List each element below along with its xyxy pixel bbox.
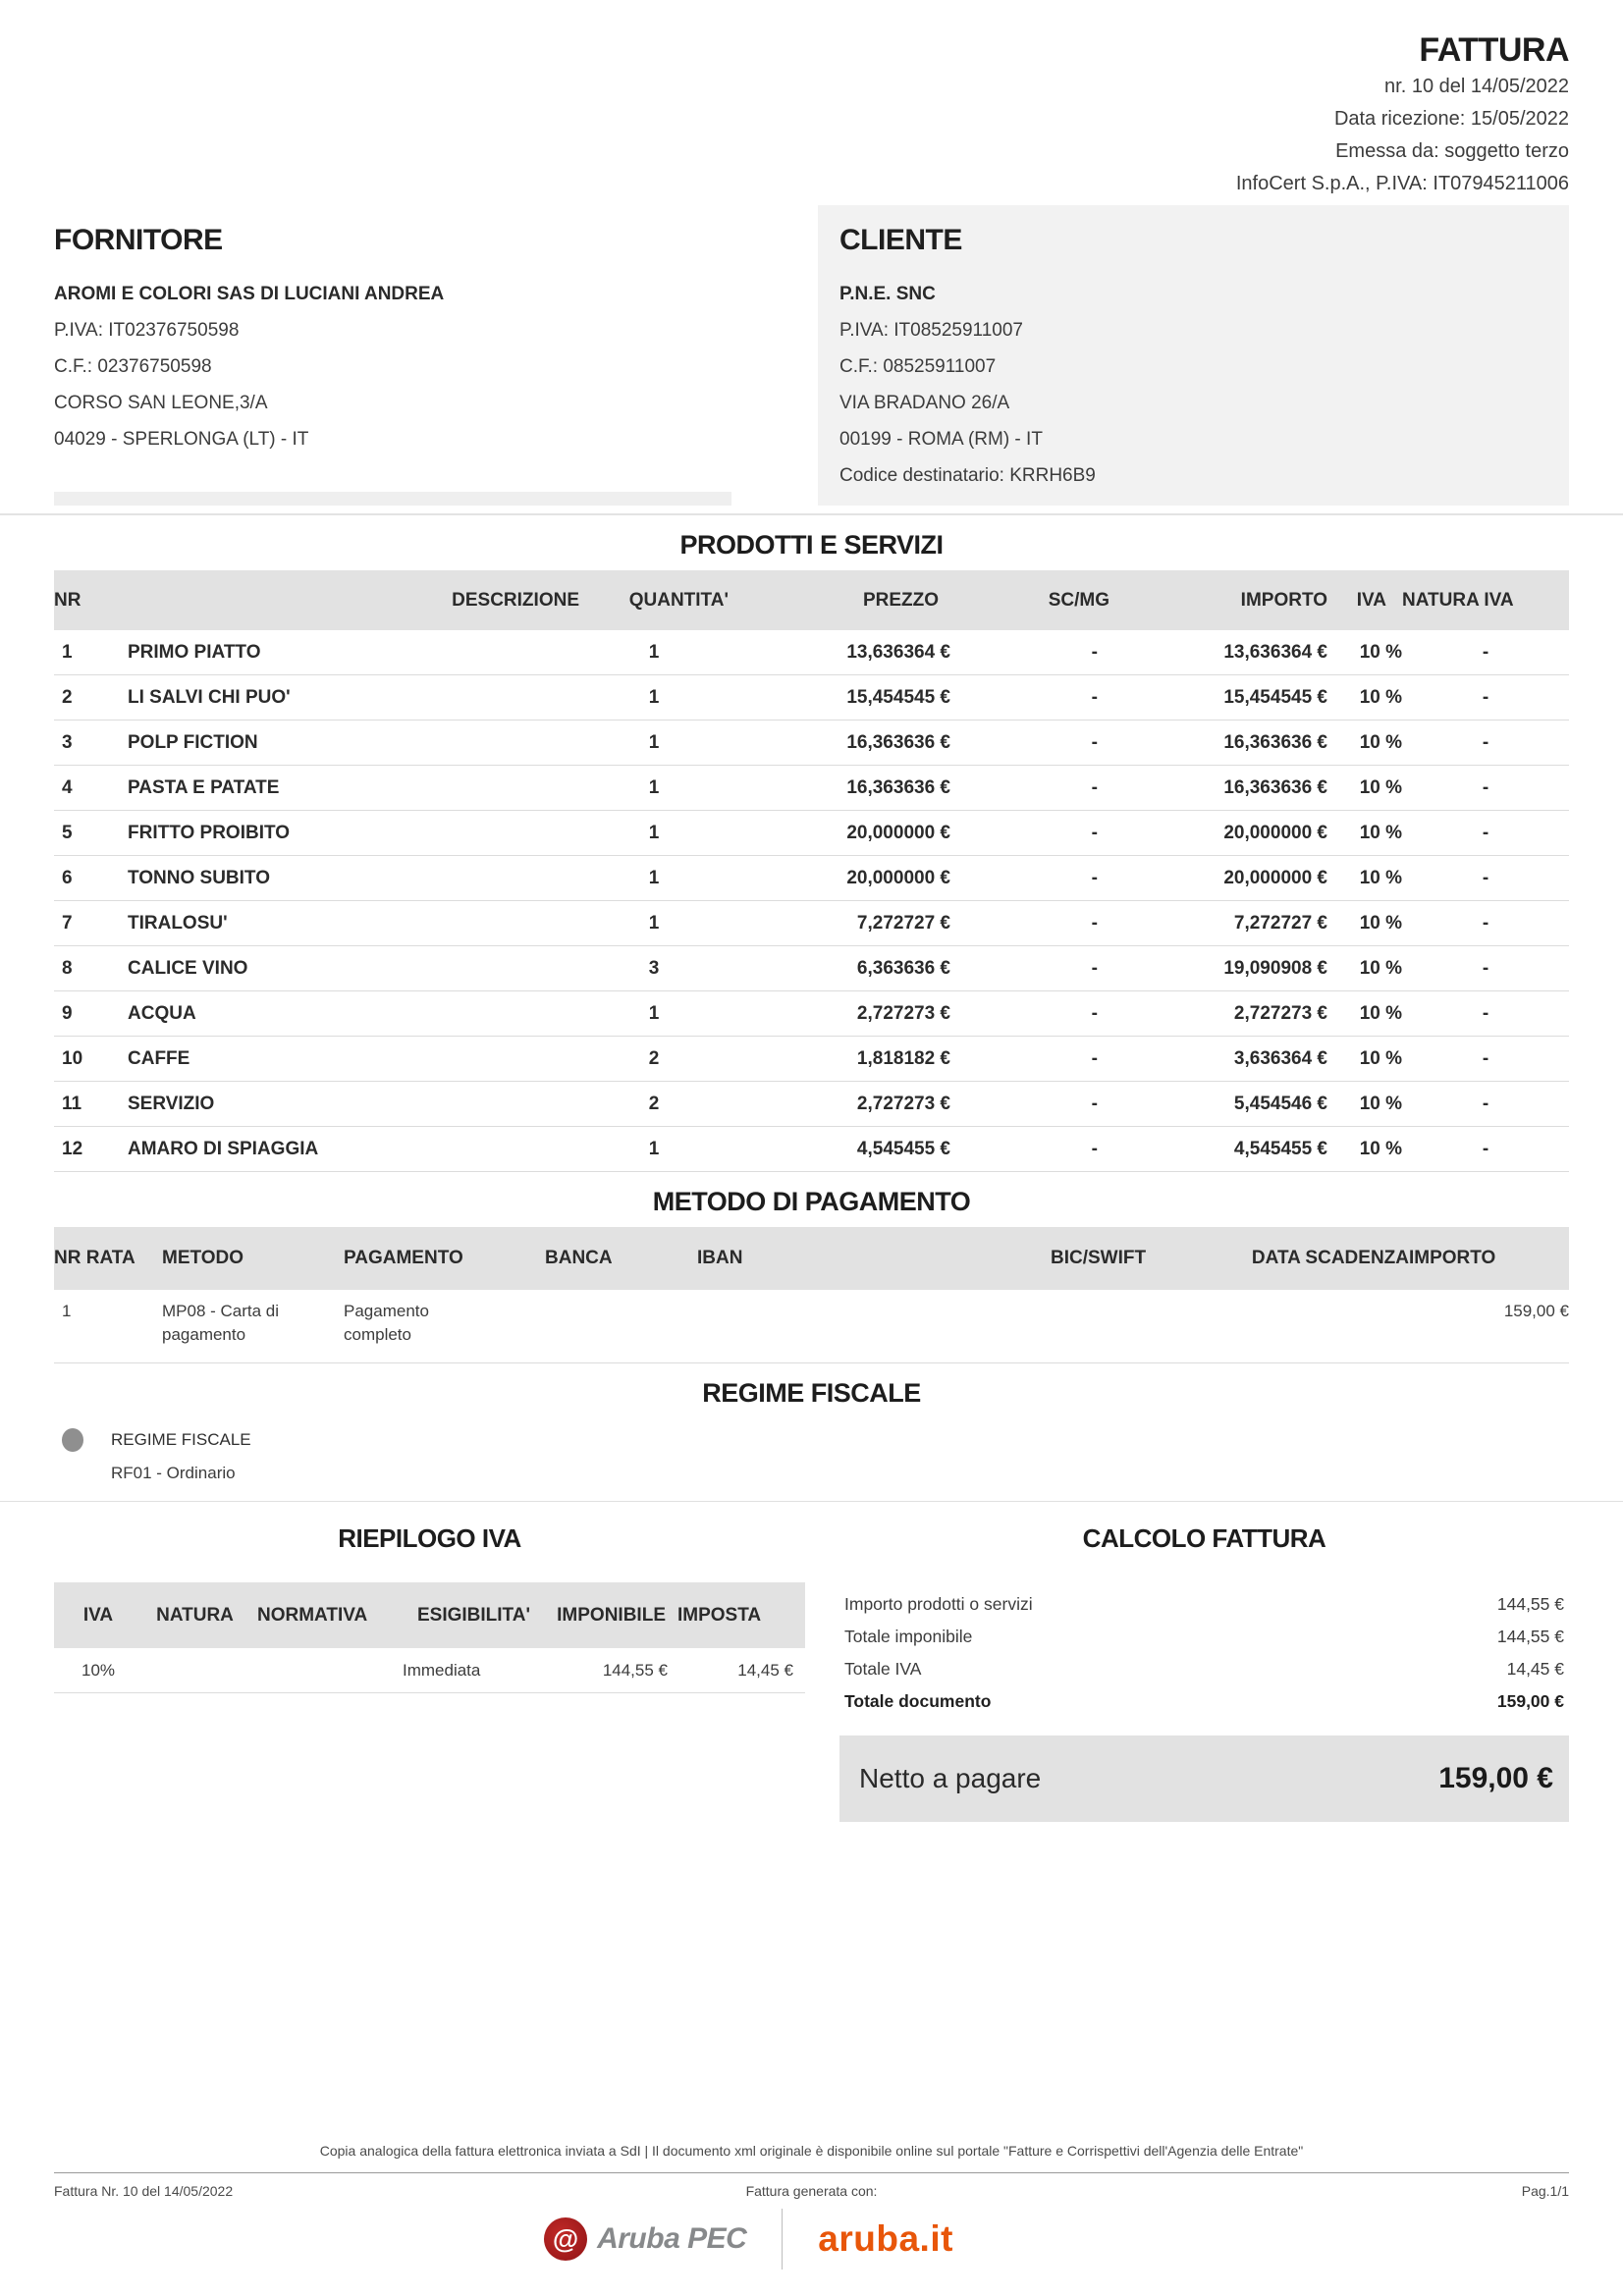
product-vat: 10 % (1359, 822, 1402, 843)
cliente-detail-line: VIA BRADANO 26/A (839, 393, 1010, 413)
product-discount: - (1091, 1138, 1098, 1159)
calcolo-label: Totale documento (844, 1691, 992, 1711)
product-nr: 2 (62, 686, 73, 708)
parties-section (54, 205, 1569, 506)
product-vat: 10 % (1359, 731, 1402, 753)
product-price: 7,272727 € (856, 912, 950, 934)
cliente-name: P.N.E. SNC (839, 284, 936, 304)
product-vat-nature: - (1482, 1093, 1489, 1114)
riepilogo-table-body (54, 1648, 805, 1693)
product-description: LI SALVI CHI PUO' (128, 686, 291, 708)
products-header-cell: SC/MG (1048, 589, 1109, 611)
products-header-cell: NATURA IVA (1402, 589, 1514, 611)
fornitore-detail-line: 04029 - SPERLONGA (LT) - IT (54, 429, 309, 450)
riepilogo-esigibilita: Immediata (403, 1660, 481, 1680)
product-row (54, 1127, 1569, 1172)
regime-divider (0, 1501, 1623, 1502)
riepilogo-imponibile: 144,55 € (602, 1660, 668, 1680)
calcolo-value: 14,45 € (1506, 1659, 1564, 1679)
payment-header-cell: IMPORTO (1409, 1248, 1496, 1268)
aruba-it-logo-text: aruba.it (818, 2218, 953, 2259)
product-vat-nature: - (1482, 686, 1489, 708)
products-header-cell: PREZZO (862, 589, 939, 611)
footer-row (54, 2183, 1569, 2199)
riepilogo-header-cell: ESIGIBILITA' (416, 1604, 530, 1626)
product-discount: - (1091, 1093, 1098, 1114)
product-amount: 3,636364 € (1233, 1047, 1327, 1069)
product-row (54, 856, 1569, 901)
riepilogo-row (54, 1648, 805, 1693)
page-footer (0, 2143, 1623, 2296)
product-description: CALICE VINO (128, 957, 248, 979)
document-header (0, 0, 1623, 200)
calcolo-row (839, 1685, 1569, 1718)
product-quantity: 1 (648, 822, 660, 843)
product-vat: 10 % (1359, 1047, 1402, 1069)
product-nr: 8 (62, 957, 73, 979)
payment-header-cell: BIC/SWIFT (1051, 1248, 1147, 1268)
product-description: CAFFE (128, 1047, 190, 1069)
products-header-cell: NR (54, 589, 81, 611)
product-vat-nature: - (1482, 776, 1489, 798)
products-header-cell: DESCRIZIONE (452, 589, 579, 611)
product-vat: 10 % (1359, 957, 1402, 979)
payment-header-cell: IBAN (697, 1248, 743, 1268)
payment-header-cell: BANCA (545, 1248, 613, 1268)
footer-page-number: Pag.1/1 (1521, 2183, 1569, 2199)
calcolo-label: Importo prodotti o servizi (844, 1594, 1033, 1614)
product-description: POLP FICTION (128, 731, 258, 753)
products-header-cell: IVA (1356, 589, 1386, 611)
document-meta-line: InfoCert S.p.A., P.IVA: IT07945211006 (1235, 173, 1569, 194)
regime-bullet-icon (62, 1428, 83, 1452)
aruba-pec-logo-text: Aruba PEC (597, 2222, 747, 2255)
fornitore-bottom-strip (54, 492, 731, 506)
product-quantity: 1 (648, 867, 660, 888)
products-table-body (54, 630, 1569, 1172)
product-amount: 2,727273 € (1233, 1002, 1327, 1024)
payment-header-cell: NR RATA (54, 1248, 135, 1268)
product-price: 1,818182 € (856, 1047, 950, 1069)
product-price: 4,545455 € (856, 1138, 950, 1159)
riepilogo-imposta: 14,45 € (737, 1660, 793, 1680)
product-quantity: 1 (648, 641, 660, 663)
product-amount: 13,636364 € (1223, 641, 1327, 663)
product-discount: - (1091, 957, 1098, 979)
calcolo-value: 144,55 € (1496, 1627, 1564, 1646)
regime-title: REGIME FISCALE (702, 1378, 921, 1408)
product-nr: 12 (62, 1138, 83, 1159)
netto-a-pagare-box (839, 1735, 1569, 1822)
product-description: TIRALOSU' (128, 912, 228, 934)
product-discount: - (1091, 641, 1098, 663)
product-quantity: 1 (648, 1138, 660, 1159)
payment-amount: 159,00 € (1503, 1302, 1569, 1320)
fornitore-detail-line: P.IVA: IT02376750598 (54, 320, 240, 341)
product-vat: 10 % (1359, 641, 1402, 663)
calcolo-title: CALCOLO FATTURA (1082, 1523, 1326, 1553)
fornitore-section (54, 205, 731, 506)
payment-iban (697, 1300, 1051, 1347)
footer-logos (0, 2209, 1560, 2269)
fornitore-detail-line: CORSO SAN LEONE,3/A (54, 393, 268, 413)
product-description: TONNO SUBITO (128, 867, 270, 888)
product-vat: 10 % (1359, 1093, 1402, 1114)
riepilogo-header-cell: NORMATIVA (257, 1604, 368, 1626)
payment-header-cell: PAGAMENTO (344, 1248, 463, 1268)
riepilogo-iva-section (54, 1518, 805, 1693)
document-meta-line: Emessa da: soggetto terzo (1335, 140, 1569, 162)
product-description: ACQUA (128, 1002, 196, 1024)
product-discount: - (1091, 912, 1098, 934)
product-amount: 20,000000 € (1223, 867, 1327, 888)
product-nr: 3 (62, 731, 73, 753)
product-amount: 16,363636 € (1223, 731, 1327, 753)
fornitore-name: AROMI E COLORI SAS DI LUCIANI ANDREA (54, 284, 445, 304)
product-row (54, 1037, 1569, 1082)
product-price: 2,727273 € (856, 1093, 950, 1114)
product-quantity: 2 (648, 1047, 660, 1069)
cliente-detail-line: C.F.: 08525911007 (839, 356, 997, 377)
product-vat: 10 % (1359, 912, 1402, 934)
cliente-details (839, 312, 1549, 494)
product-vat: 10 % (1359, 776, 1402, 798)
product-quantity: 2 (648, 1093, 660, 1114)
product-amount: 19,090908 € (1223, 957, 1327, 979)
product-price: 20,000000 € (846, 867, 950, 888)
product-vat-nature: - (1482, 912, 1489, 934)
payment-bic (1051, 1300, 1193, 1347)
document-meta-line: Data ricezione: 15/05/2022 (1333, 108, 1569, 130)
products-title: PRODOTTI E SERVIZI (679, 530, 944, 560)
netto-label: Netto a pagare (859, 1763, 1042, 1793)
product-price: 16,363636 € (846, 776, 950, 798)
product-vat-nature: - (1482, 1002, 1489, 1024)
product-vat-nature: - (1482, 822, 1489, 843)
riepilogo-header-cell: IMPONIBILE (557, 1604, 666, 1626)
product-discount: - (1091, 731, 1098, 753)
logo-divider (782, 2209, 783, 2269)
product-row (54, 991, 1569, 1037)
riepilogo-header-cell: NATURA (156, 1604, 234, 1626)
products-table-header (54, 570, 1569, 630)
payment-title: METODO DI PAGAMENTO (652, 1187, 971, 1216)
product-price: 6,363636 € (856, 957, 950, 979)
calcolo-fattura-section (839, 1518, 1569, 1822)
product-nr: 5 (62, 822, 73, 843)
riepilogo-title: RIEPILOGO IVA (338, 1523, 521, 1553)
calcolo-rows (839, 1588, 1569, 1718)
product-amount: 20,000000 € (1223, 822, 1327, 843)
product-quantity: 3 (648, 957, 660, 979)
products-header-cell: IMPORTO (1240, 589, 1327, 611)
product-row (54, 630, 1569, 675)
netto-value: 159,00 € (1438, 1762, 1553, 1794)
product-nr: 10 (62, 1047, 83, 1069)
riepilogo-header-cell: IVA (82, 1604, 114, 1626)
product-description: FRITTO PROIBITO (128, 822, 291, 843)
fornitore-detail-line: C.F.: 02376750598 (54, 356, 212, 377)
product-row (54, 901, 1569, 946)
product-vat-nature: - (1482, 867, 1489, 888)
payment-header-cell: METODO (162, 1248, 244, 1268)
cliente-heading: CLIENTE (839, 224, 962, 256)
product-row (54, 946, 1569, 991)
product-quantity: 1 (648, 776, 660, 798)
aruba-pec-logo-icon: @ (544, 2217, 587, 2261)
product-description: PASTA E PATATE (128, 776, 280, 798)
cliente-section (818, 205, 1569, 506)
product-vat-nature: - (1482, 1047, 1489, 1069)
calcolo-row (839, 1653, 1569, 1685)
payment-table-body (54, 1290, 1569, 1363)
product-amount: 16,363636 € (1223, 776, 1327, 798)
payment-table-header (54, 1227, 1569, 1290)
payment-nr-rata: 1 (62, 1302, 72, 1320)
product-discount: - (1091, 776, 1098, 798)
product-price: 16,363636 € (846, 731, 950, 753)
product-price: 15,454545 € (846, 686, 950, 708)
products-table (54, 570, 1569, 1172)
fornitore-details (54, 312, 731, 457)
payment-table (54, 1227, 1569, 1363)
cliente-detail-line: P.IVA: IT08525911007 (839, 320, 1023, 341)
product-description: PRIMO PIATTO (128, 641, 261, 663)
footer-invoice-ref: Fattura Nr. 10 del 14/05/2022 (54, 2183, 234, 2199)
product-amount: 4,545455 € (1233, 1138, 1327, 1159)
footer-generated-with: Fattura generata con: (745, 2183, 878, 2199)
product-row (54, 1082, 1569, 1127)
regime-row (62, 1428, 1623, 1452)
product-price: 2,727273 € (856, 1002, 950, 1024)
product-amount: 15,454545 € (1223, 686, 1327, 708)
regime-value: RF01 - Ordinario (111, 1464, 236, 1482)
product-amount: 7,272727 € (1233, 912, 1327, 934)
product-nr: 7 (62, 912, 73, 934)
product-nr: 11 (62, 1093, 82, 1114)
product-row (54, 675, 1569, 721)
riepilogo-iva: 10% (81, 1660, 116, 1680)
product-vat-nature: - (1482, 731, 1489, 753)
cliente-detail-line: 00199 - ROMA (RM) - IT (839, 429, 1043, 450)
cliente-detail-line: Codice destinatario: KRRH6B9 (839, 465, 1096, 486)
product-discount: - (1091, 1047, 1098, 1069)
product-quantity: 1 (648, 1002, 660, 1024)
product-nr: 9 (62, 1002, 73, 1024)
product-vat: 10 % (1359, 686, 1402, 708)
payment-bank (545, 1300, 697, 1347)
calcolo-label: Totale IVA (844, 1659, 922, 1679)
footer-disclaimer: Copia analogica della fattura elettronica inviata a SdI | Il documento xml originale è disponibile online sul portale "Fatture e Corrispettivi dell'Agenzia delle Entrate" (319, 2143, 1304, 2159)
product-quantity: 1 (648, 731, 660, 753)
document-meta (0, 71, 1569, 200)
footer-divider (54, 2172, 1569, 2173)
payment-due-date (1193, 1300, 1409, 1347)
product-vat: 10 % (1359, 1138, 1402, 1159)
product-quantity: 1 (648, 686, 660, 708)
calcolo-label: Totale imponibile (844, 1627, 973, 1646)
document-title: FATTURA (1419, 31, 1569, 69)
product-row (54, 766, 1569, 811)
product-vat-nature: - (1482, 957, 1489, 979)
fornitore-heading: FORNITORE (54, 224, 223, 256)
calcolo-row (839, 1588, 1569, 1621)
product-discount: - (1091, 822, 1098, 843)
product-row (54, 721, 1569, 766)
product-quantity: 1 (648, 912, 660, 934)
product-vat-nature: - (1482, 641, 1489, 663)
calcolo-value: 144,55 € (1496, 1594, 1564, 1614)
product-description: AMARO DI SPIAGGIA (128, 1138, 319, 1159)
product-nr: 6 (62, 867, 73, 888)
payment-header-cell: DATA SCADENZA (1251, 1248, 1409, 1268)
riepilogo-table-header (54, 1582, 805, 1648)
products-header-cell: QUANTITA' (628, 589, 729, 611)
product-amount: 5,454546 € (1233, 1093, 1327, 1114)
product-nr: 1 (62, 641, 73, 663)
product-description: SERVIZIO (128, 1093, 215, 1114)
payment-method: MP08 - Carta di pagamento (162, 1302, 280, 1344)
calcolo-value: 159,00 € (1496, 1691, 1564, 1711)
product-vat-nature: - (1482, 1138, 1489, 1159)
product-nr: 4 (62, 776, 73, 798)
payment-row (54, 1290, 1569, 1363)
product-price: 13,636364 € (846, 641, 950, 663)
product-discount: - (1091, 867, 1098, 888)
product-row (54, 811, 1569, 856)
regime-label: REGIME FISCALE (111, 1430, 251, 1449)
product-vat: 10 % (1359, 867, 1402, 888)
product-price: 20,000000 € (846, 822, 950, 843)
product-discount: - (1091, 686, 1098, 708)
section-divider (0, 513, 1623, 515)
summary-section (54, 1518, 1569, 1822)
payment-type: Pagamento completo (344, 1302, 429, 1344)
product-vat: 10 % (1359, 1002, 1402, 1024)
riepilogo-header-cell: IMPOSTA (677, 1604, 762, 1626)
calcolo-row (839, 1621, 1569, 1653)
product-discount: - (1091, 1002, 1098, 1024)
document-meta-line: nr. 10 del 14/05/2022 (1384, 76, 1569, 97)
